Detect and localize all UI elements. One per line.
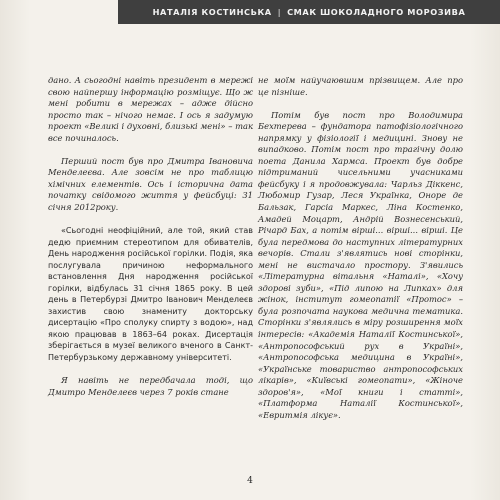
right-column bbox=[258, 75, 463, 421]
header-separator: | bbox=[277, 7, 282, 17]
paragraph: Перший пост був про Дмитра Івановича Менделеєва. Але зовсім не про таблицю хімічних елементів. Ось і історична дата початку свідомого життя у фейсбуці: 31 січня 2012року. bbox=[48, 155, 253, 212]
paragraph: дано. А сьогодні навіть президент в мережі свою найпершу інформацію розміщує. Що ж мені робити в мережах – адже дійсно просто так – нічого немає. І ось я задумую проект «Великі і духовні, близькі мені» – так все починалось. bbox=[48, 75, 253, 143]
running-header-text bbox=[118, 0, 500, 24]
quote-paragraph: «Сьогодні неофіційний, але той, який став дедю приємним стереотипом для обивателів, День народження російської горілки. Подія, яка послугувала причиною неформального встановлення Дня народження російської горілки, відбулась 31 січня 1865 року. В цей день в Петербурзі Дмитро Іванович Менделеєв захистив свою знамениту докторську дисертацію «Про сполуку спирту з водою», над якою працював в 1863–64 роках. Дисертація зберігається в музеї великого вченого в Санкт-Петербурзькому державному університеті. bbox=[48, 226, 253, 363]
header-author: НАТАЛІЯ КОСТИНСЬКА bbox=[152, 7, 272, 17]
left-column bbox=[48, 75, 253, 398]
paragraph: не моїм найучаювшим прізвищем. Але про це пізніше. bbox=[258, 75, 463, 97]
paragraph: Я навіть не передбачала тоді, що Дмитро Менделеєв через 7 років стане bbox=[48, 375, 253, 397]
running-header bbox=[118, 0, 500, 24]
header-book-title: СМАК ШОКОЛАДНОГО МОРОЗИВА bbox=[287, 7, 466, 17]
page-number: 4 bbox=[247, 476, 253, 486]
paragraph: Потім був пост про Володимира Бехтерева – фундатора патофізіологічного напрямку у фізіології і медицині. Знову не випадково. Потім пост про трагічну долю поета Данила Хармса. Проект був добре підтриманий чисельними учасниками фейсбуку і я продовжувала: Чарльз Діккенс, Любомир Гузар, Леся Українка, Оноре де Бальзак, Гарсіа Маркес, Ліна Костенко, Амадей Моцарт, Андрій Вознесенський, Річард Бах, а потім вірші... вірші... вірші. Це була передмова до наступних літературних вечорів. Стали з'являтись нові сторінки, мені не вистачало простору. З'явились «Літературна вітальня «Наталі», «Хочу здорові зуби», «Під липою на Липках» для жінок, інститут гомеопатії «Протос» – була розпочата наукова медична тематика. Сторінки з'являлись в міру розширення моїх інтересів: «Академія Наталії Костинської», «Антропософський рух в Україні», «Антропософська медицина в Україні», «Українське товариство антропософських лікарів», «Київські гомеопати», «Жіноче здоров'я», «Мої книги і статті», «Платформа Наталії Костинської», «Евритмія лікує». bbox=[258, 109, 463, 420]
